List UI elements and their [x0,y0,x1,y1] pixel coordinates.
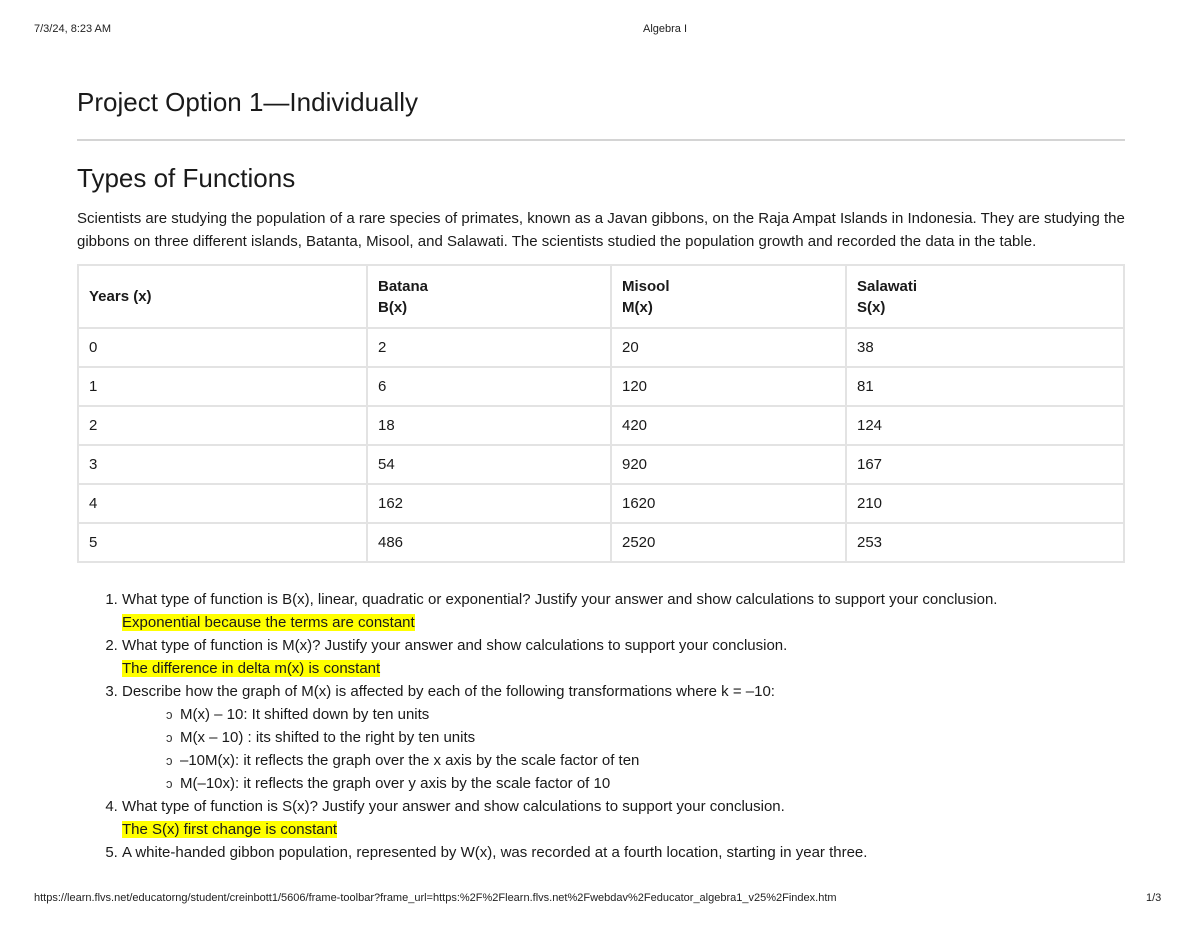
circle-bullet-icon: ɔ [166,707,173,722]
table-cell: 124 [846,406,1124,445]
table-cell: 420 [611,406,846,445]
header-line1: Salawati [857,277,918,295]
table-cell: 120 [611,367,846,406]
question-text: What type of function is S(x)? Justify your answer and show calculations to support your conclusion. [122,798,785,815]
table-cell: 486 [367,523,611,562]
table-cell: 4 [78,484,367,523]
header-line2: Years (x) [89,288,152,305]
list-item [166,726,1125,749]
table-cell: 20 [611,328,846,367]
document-content [77,86,1125,864]
header-line2: B(x) [378,298,408,316]
table-cell: 2520 [611,523,846,562]
question-item [122,795,1125,841]
circle-bullet-icon: ɔ [166,730,173,745]
table-cell: 6 [367,367,611,406]
list-item [166,749,1125,772]
print-footer-url: https://learn.flvs.net/educatorng/student/creinbott1/5606/frame-toolbar?frame_url=https:%2F%2Flearn.flvs.net%2Fwebdav%2Feducator_algebra1_v25%2Findex.htm [34,892,837,904]
header-line2: S(x) [857,298,886,316]
header-line1: Batana [378,277,429,295]
question-item [122,588,1125,634]
table-cell: 1620 [611,484,846,523]
highlighted-answer: The difference in delta m(x) is constant [122,660,381,677]
header-batana [367,265,611,328]
transformation-text: M(x – 10) : its shifted to the right by ten units [180,729,476,746]
highlighted-answer: Exponential because the terms are constant [122,614,415,631]
transformation-text: M(–10x): it reflects the graph over y axis by the scale factor of 10 [180,775,611,792]
table-cell: 81 [846,367,1124,406]
table-row [78,328,1124,367]
table-cell: 18 [367,406,611,445]
question-item [122,841,1125,864]
header-line2: M(x) [622,298,653,316]
section-title: Types of Functions [77,163,296,193]
table-row [78,367,1124,406]
question-text: Describe how the graph of M(x) is affected by each of the following transformations where k = –10: [122,683,775,700]
table-cell: 2 [367,328,611,367]
circle-bullet-icon: ɔ [166,776,173,791]
table-cell: 5 [78,523,367,562]
table-cell: 1 [78,367,367,406]
question-text: A white-handed gibbon population, represented by W(x), was recorded at a fourth location, starting in year three. [122,844,868,861]
header-misool [611,265,846,328]
header-salawati [846,265,1124,328]
intro-paragraph: Scientists are studying the population of a rare species of primates, known as a Javan gibbons, on the Raja Ampat Islands in Indonesia. They are studying the gibbons on three different islands, Batanta, Misool, and Salawati. The scientists studied the population growth and recorded the data in the table. [77,210,1125,250]
table-cell: 210 [846,484,1124,523]
transformations-list [122,703,1125,795]
list-item [166,703,1125,726]
list-item [166,772,1125,795]
print-header-title: Algebra I [642,23,688,35]
table-cell: 167 [846,445,1124,484]
table-row [78,523,1124,562]
table-cell: 3 [78,445,367,484]
page-title: Project Option 1—Individually [77,87,419,117]
table-cell: 162 [367,484,611,523]
questions-list [77,588,1125,864]
table-cell: 0 [78,328,367,367]
table-cell: 38 [846,328,1124,367]
table-cell: 920 [611,445,846,484]
table-row [78,484,1124,523]
transformation-text: –10M(x): it reflects the graph over the x axis by the scale factor of ten [180,752,640,769]
highlighted-answer: The S(x) first change is constant [122,821,338,838]
header-years [78,265,367,328]
print-date: 7/3/24, 8:23 AM [34,23,112,35]
question-item [122,680,1125,795]
page-number: 1/3 [1146,892,1162,904]
transformation-text: M(x) – 10: It shifted down by ten units [180,706,430,723]
header-line1: Misool [622,277,670,295]
table-cell: 54 [367,445,611,484]
table-cell: 253 [846,523,1124,562]
question-text: What type of function is B(x), linear, quadratic or exponential? Justify your answer and show calculations to support your conclusion. [122,591,998,608]
question-text: What type of function is M(x)? Justify your answer and show calculations to support your conclusion. [122,637,788,654]
circle-bullet-icon: ɔ [166,753,173,768]
table-row [78,406,1124,445]
divider [77,139,1125,141]
table-row [78,445,1124,484]
table-cell: 2 [78,406,367,445]
question-item [122,634,1125,680]
population-table [77,264,1125,563]
table-header-row [78,265,1124,328]
